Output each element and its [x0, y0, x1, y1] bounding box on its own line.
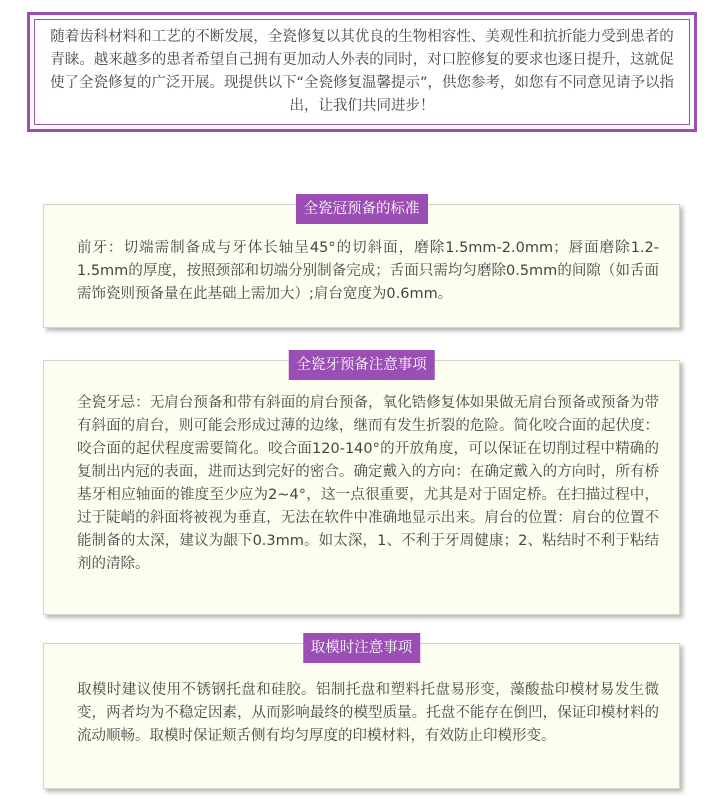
section-impression-notes — [43, 640, 680, 789]
section-body: 取模时建议使用不锈钢托盘和硅胶。铝制托盘和塑料托盘易形变，藻酸盐印模材易发生微变，两者均为不稳定因素，从而影响最终的模型质量。托盘不能存在倒凹，保证印模材料的流动顺畅。取模时保证颊舌侧有均匀厚度的印模材料，有效防止印模形变。 — [77, 682, 659, 744]
intro-inner-frame — [34, 19, 690, 125]
intro-text: 随着齿科材料和工艺的不断发展，全瓷修复以其优良的生物相容性、美观性和抗折能力受到患者的青睐。越来越多的患者希望自己拥有更加动人外表的同时，对口腔修复的要求也逐日提升，这就促使了全瓷修复的广泛开展。现提供以下“全瓷修复温馨提示”，供您参考，如您有不同意见请予以指出，让我们共同进步！ — [49, 29, 675, 114]
section-body: 全瓷牙忌：无肩台预备和带有斜面的肩台预备，氧化锆修复体如果做无肩台预备或预备为带有斜面的肩台，则可能会形成过薄的边缘，继而有发生折裂的危险。简化咬合面的起伏度：咬合面的起伏程度需要简化。咬合面120-140°的开放角度，可以保证在切削过程中精确的复制出内冠的表面，进而达到完好的密合。确定戴入的方向：在确定戴入的方向时，所有桥基牙相应轴面的锥度至少应为2~4°，这一点很重要，尤其是对于固定桥。在扫描过程中，过于陡峭的斜面将被视为垂直，无法在软件中准确地显示出来。肩台的位置：肩台的位置不能制备的太深，建议为龈下0.3mm。如太深，1、不利于牙周健康；2、粘结时不利于粘结剂的清除。 — [77, 395, 659, 572]
section-body: 前牙：切端需制备成与牙体长轴呈45°的切斜面，磨除1.5mm-2.0mm；唇面磨除1.2-1.5mm的厚度，按照颈部和切端分别制备完成；舌面只需均匀磨除0.5mm的间隙（如舌面需饰瓷则预备量在此基础上需加大）;肩台宽度为0.6mm。 — [77, 240, 659, 302]
section-title: 全瓷牙预备注意事项 — [288, 350, 435, 380]
section-title: 取模时注意事项 — [303, 633, 421, 663]
section-prep-notes — [43, 357, 680, 615]
section-title: 全瓷冠预备的标准 — [296, 194, 428, 224]
section-crown-prep-standard — [43, 201, 680, 328]
intro-box — [27, 12, 697, 132]
